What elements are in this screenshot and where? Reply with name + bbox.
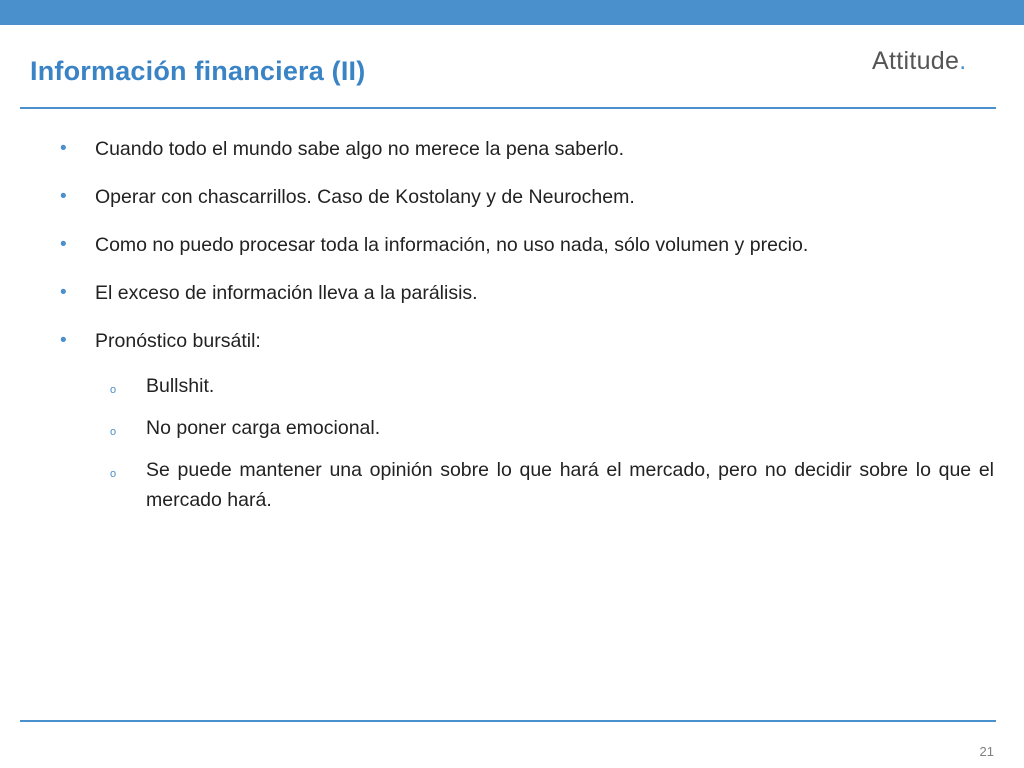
bullet-marker: • — [60, 138, 67, 159]
sub-bullet-item — [110, 371, 994, 401]
logo-text: Attitude — [872, 47, 960, 75]
sub-bullet-text: Se puede mantener una opinión sobre lo que hará el mercado, pero no decidir sobre lo que el mercado hará. — [146, 459, 994, 511]
bullet-item — [60, 231, 996, 259]
sub-bullet-list — [110, 371, 994, 527]
sub-bullet-marker: o — [110, 426, 117, 438]
footer-divider — [20, 720, 996, 722]
slide-title: Información financiera (II) — [30, 56, 366, 86]
bullet-item — [60, 327, 996, 355]
bullet-item — [60, 183, 996, 211]
sub-bullet-marker: o — [110, 384, 117, 396]
top-accent-bar — [0, 0, 1024, 25]
bullet-marker: • — [60, 330, 67, 351]
sub-bullet-item — [110, 413, 994, 443]
bullet-text: Cuando todo el mundo sabe algo no merece la pena saberlo. — [95, 138, 625, 160]
bullet-text: Operar con chascarrillos. Caso de Kostolany y de Neurochem. — [95, 186, 635, 208]
sub-bullet-text: No poner carga emocional. — [146, 417, 381, 439]
sub-bullet-item — [110, 455, 994, 515]
bullet-item — [60, 135, 996, 163]
sub-bullet-marker: o — [110, 468, 117, 480]
bullet-marker: • — [60, 186, 67, 207]
bullet-list — [60, 135, 996, 375]
bullet-item — [60, 279, 996, 307]
header-divider — [20, 107, 996, 109]
logo-dot: . — [959, 47, 967, 75]
page-number: 21 — [979, 744, 994, 759]
bullet-marker: • — [60, 282, 67, 303]
bullet-text: Pronóstico bursátil: — [95, 330, 261, 352]
bullet-marker: • — [60, 234, 67, 255]
bullet-text: Como no puedo procesar toda la información, no uso nada, sólo volumen y precio. — [95, 234, 809, 256]
bullet-text: El exceso de información lleva a la parálisis. — [95, 282, 478, 304]
attitude-logo — [872, 47, 966, 76]
sub-bullet-text: Bullshit. — [146, 375, 215, 397]
